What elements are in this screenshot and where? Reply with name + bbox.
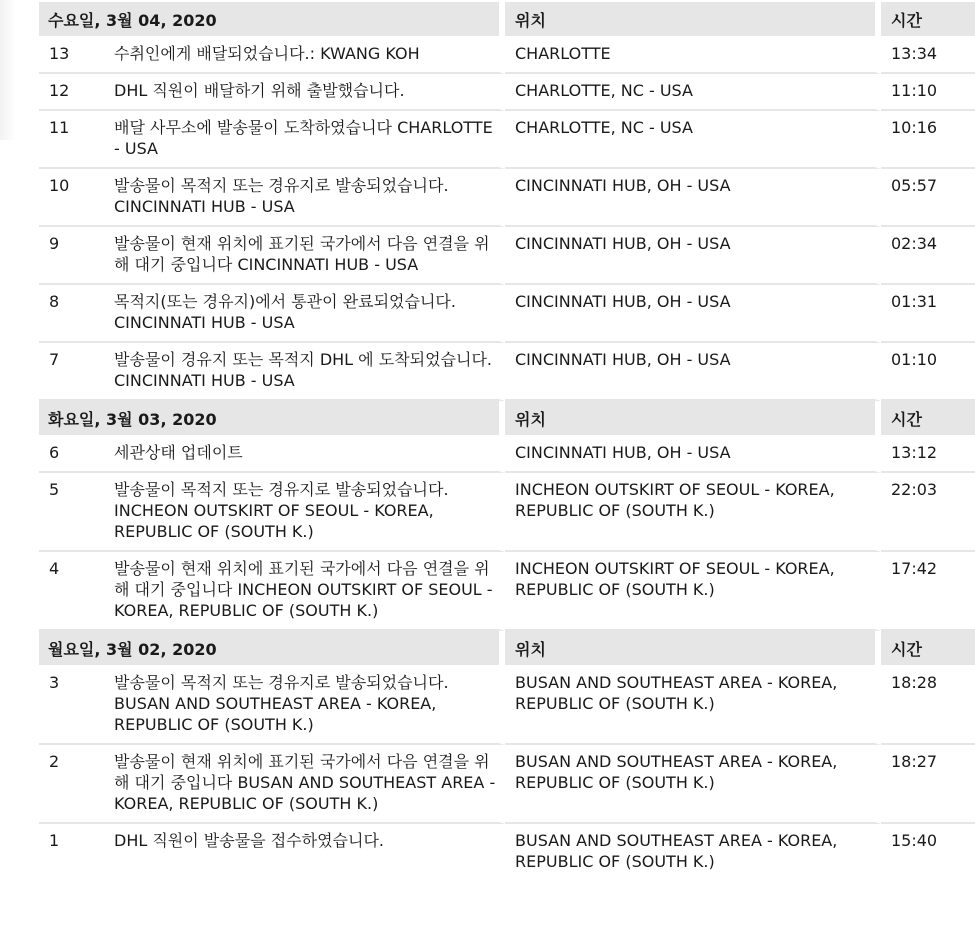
- checkpoint-description: 수취인에게 배달되었습니다.: KWANG KOH: [104, 37, 505, 74]
- location-column-header: 위치: [505, 2, 881, 37]
- checkpoint-time: 18:27: [881, 745, 975, 824]
- checkpoint-time: 11:10: [881, 74, 975, 111]
- checkpoint-row: [39, 552, 975, 631]
- checkpoint-row: [39, 824, 975, 880]
- checkpoint-description: 발송물이 현재 위치에 표기된 국가에서 다음 연결을 위해 대기 중입니다 INCHEON OUTSKIRT OF SEOUL - KOREA, REPUBLIC OF (SOUTH K.): [104, 552, 505, 631]
- checkpoint-description: 발송물이 목적지 또는 경유지로 발송되었습니다. BUSAN AND SOUTHEAST AREA - KOREA, REPUBLIC OF (SOUTH K.): [104, 666, 505, 745]
- checkpoint-number: 13: [39, 37, 104, 74]
- checkpoint-location: BUSAN AND SOUTHEAST AREA - KOREA, REPUBLIC OF (SOUTH K.): [505, 745, 881, 824]
- checkpoint-time: 18:28: [881, 666, 975, 745]
- checkpoint-location: CINCINNATI HUB, OH - USA: [505, 227, 881, 285]
- checkpoint-time: 17:42: [881, 552, 975, 631]
- checkpoint-location: CINCINNATI HUB, OH - USA: [505, 436, 881, 473]
- date-header: 월요일, 3월 02, 2020: [39, 631, 505, 666]
- checkpoint-number: 4: [39, 552, 104, 631]
- checkpoint-number: 8: [39, 285, 104, 343]
- checkpoint-row: [39, 285, 975, 343]
- checkpoint-number: 7: [39, 343, 104, 401]
- checkpoint-time: 01:10: [881, 343, 975, 401]
- checkpoint-time: 15:40: [891, 831, 938, 850]
- checkpoint-row: [39, 169, 975, 227]
- checkpoint-location: CHARLOTTE, NC - USA: [505, 74, 881, 111]
- checkpoint-location: CHARLOTTE, NC - USA: [505, 111, 881, 169]
- checkpoint-number: 12: [39, 74, 104, 111]
- checkpoint-row: [39, 37, 975, 74]
- time-column-header: 시간: [881, 2, 975, 37]
- location-column-header: 위치: [505, 631, 881, 666]
- checkpoint-location: BUSAN AND SOUTHEAST AREA - KOREA, REPUBLIC OF (SOUTH K.): [505, 666, 881, 745]
- checkpoint-location: BUSAN AND SOUTHEAST AREA - KOREA, REPUBLIC OF (SOUTH K.): [505, 824, 881, 880]
- date-header: 수요일, 3월 04, 2020: [39, 2, 505, 37]
- date-header: 화요일, 3월 03, 2020: [39, 401, 505, 436]
- checkpoint-location: CHARLOTTE: [505, 37, 881, 74]
- location-column-header: 위치: [505, 401, 881, 436]
- shipment-tracking-table: [39, 2, 975, 880]
- checkpoint-row: [39, 343, 975, 401]
- checkpoint-number: 3: [39, 666, 104, 745]
- checkpoint-row: [39, 74, 975, 111]
- checkpoint-description: 목적지(또는 경유지)에서 통관이 완료되었습니다. CINCINNATI HUB - USA: [104, 285, 505, 343]
- checkpoint-time: 13:12: [881, 436, 975, 473]
- time-column-header: 시간: [881, 401, 975, 436]
- checkpoint-location: CINCINNATI HUB, OH - USA: [505, 169, 881, 227]
- checkpoint-number: 9: [39, 227, 104, 285]
- left-edge-shadow: [0, 0, 16, 140]
- checkpoint-description: 발송물이 현재 위치에 표기된 국가에서 다음 연결을 위해 대기 중입니다 BUSAN AND SOUTHEAST AREA - KOREA, REPUBLIC OF (SOUTH K.): [104, 745, 505, 824]
- checkpoint-location: INCHEON OUTSKIRT OF SEOUL - KOREA, REPUBLIC OF (SOUTH K.): [505, 473, 881, 552]
- checkpoint-number: 11: [39, 111, 104, 169]
- checkpoint-row: [39, 745, 975, 824]
- checkpoint-number: 1: [49, 831, 60, 850]
- checkpoint-description: 발송물이 현재 위치에 표기된 국가에서 다음 연결을 위해 대기 중입니다 CINCINNATI HUB - USA: [104, 227, 505, 285]
- time-column-header: 시간: [881, 631, 975, 666]
- checkpoint-row: [39, 473, 975, 552]
- checkpoint-description: DHL 직원이 배달하기 위해 출발했습니다.: [104, 74, 505, 111]
- date-group-header: [39, 631, 975, 666]
- checkpoint-time: 05:57: [881, 169, 975, 227]
- checkpoint-description: 발송물이 목적지 또는 경유지로 발송되었습니다. CINCINNATI HUB - USA: [104, 169, 505, 227]
- checkpoint-time: 22:03: [881, 473, 975, 552]
- checkpoint-location: INCHEON OUTSKIRT OF SEOUL - KOREA, REPUBLIC OF (SOUTH K.): [505, 552, 881, 631]
- checkpoint-number: 6: [39, 436, 104, 473]
- checkpoint-location: CINCINNATI HUB, OH - USA: [505, 285, 881, 343]
- checkpoint-description: DHL 직원이 발송물을 접수하였습니다.: [104, 824, 505, 880]
- checkpoint-row: [39, 227, 975, 285]
- checkpoint-description: 발송물이 경유지 또는 목적지 DHL 에 도착되었습니다. CINCINNATI HUB - USA: [104, 343, 505, 401]
- checkpoint-row: [39, 666, 975, 745]
- checkpoint-description: 발송물이 목적지 또는 경유지로 발송되었습니다. INCHEON OUTSKIRT OF SEOUL - KOREA, REPUBLIC OF (SOUTH K.): [104, 473, 505, 552]
- checkpoint-location: CINCINNATI HUB, OH - USA: [505, 343, 881, 401]
- checkpoint-number: 5: [39, 473, 104, 552]
- checkpoint-description: 세관상태 업데이트: [104, 436, 505, 473]
- tracking-table-body: [39, 2, 975, 880]
- checkpoint-time: 01:31: [881, 285, 975, 343]
- checkpoint-time: 13:34: [881, 37, 975, 74]
- checkpoint-row: [39, 111, 975, 169]
- date-group-header: [39, 401, 975, 436]
- checkpoint-time: 10:16: [881, 111, 975, 169]
- checkpoint-time: 02:34: [881, 227, 975, 285]
- checkpoint-row: [39, 436, 975, 473]
- checkpoint-number: 10: [39, 169, 104, 227]
- checkpoint-number: 2: [39, 745, 104, 824]
- date-group-header: [39, 2, 975, 37]
- checkpoint-description: 배달 사무소에 발송물이 도착하였습니다 CHARLOTTE - USA: [104, 111, 505, 169]
